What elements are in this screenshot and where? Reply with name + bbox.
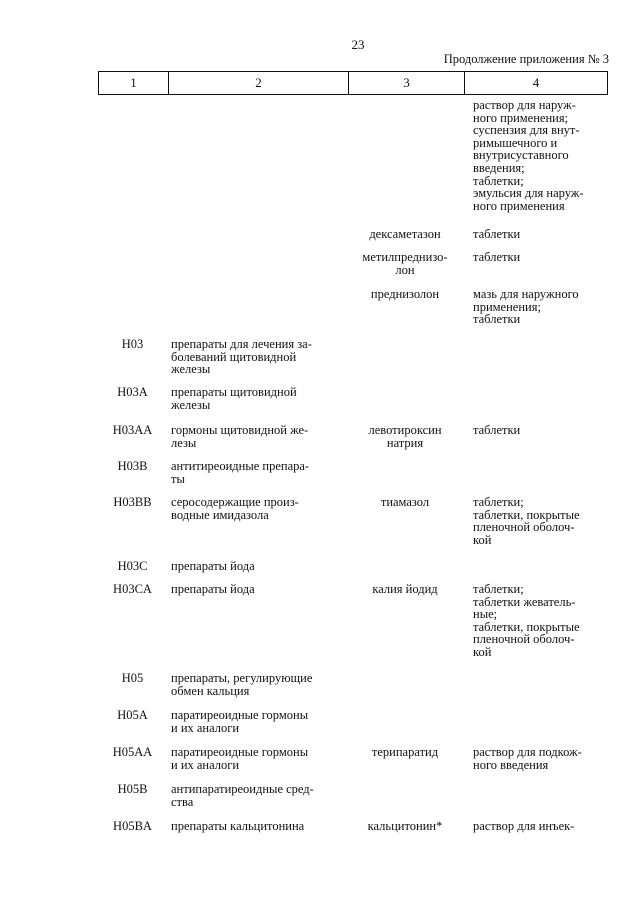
cell-form — [463, 251, 608, 276]
cell-drug — [347, 386, 463, 411]
cell-group-line: гормоны щитовидной же- — [171, 423, 309, 437]
cell-group-line: болеваний щитовидной — [171, 349, 297, 364]
cell-code — [98, 338, 167, 376]
cell-group — [167, 99, 347, 212]
cell-group — [167, 288, 347, 326]
cell-group — [167, 228, 347, 241]
cell-group — [167, 709, 347, 734]
cell-code-line: H03CA — [113, 582, 152, 596]
cell-code-line: H05A — [117, 708, 148, 722]
cell-code-line: H03A — [117, 385, 148, 399]
cell-form — [463, 783, 608, 808]
cell-form-line: раствор для подкож- — [473, 745, 582, 759]
table-row — [98, 424, 608, 449]
cell-code — [98, 783, 167, 808]
cell-group-line: железы — [171, 397, 211, 412]
cell-form — [463, 460, 608, 485]
cell-code-line: H03AA — [112, 423, 153, 437]
cell-drug-line: кальцитонин* — [367, 819, 443, 833]
cell-code — [98, 496, 167, 546]
cell-form-line: таблетки жеватель- — [473, 594, 576, 609]
table-row — [98, 251, 608, 276]
cell-code — [98, 288, 167, 326]
cell-form-line: раствор для инъек- — [473, 819, 575, 833]
cell-code — [98, 460, 167, 485]
page-number: 23 — [351, 37, 365, 52]
cell-code-line: H05 — [121, 671, 144, 685]
table-row — [98, 583, 608, 659]
table-row — [98, 709, 608, 734]
cell-drug-line: лон — [395, 262, 415, 277]
cell-group — [167, 251, 347, 276]
cell-group-line: и их аналоги — [171, 757, 240, 772]
cell-code — [98, 672, 167, 697]
cell-code — [98, 228, 167, 241]
cell-form — [463, 583, 608, 659]
cell-form-line: применения; — [473, 299, 541, 314]
cell-drug — [347, 746, 463, 771]
cell-form-line: таблетки, покрытые — [473, 507, 580, 522]
cell-form-line: таблетки; — [473, 173, 524, 188]
cell-group — [167, 338, 347, 376]
cell-form-line: таблетки — [473, 250, 521, 264]
table-row — [98, 460, 608, 485]
cell-group — [167, 583, 347, 659]
header-col-1: 1 — [130, 75, 137, 90]
cell-group — [167, 424, 347, 449]
cell-form-line: таблетки — [473, 423, 521, 437]
cell-form-line: эмульсия для наруж- — [473, 186, 584, 201]
cell-form-line: внутрисуставного — [473, 148, 569, 163]
cell-code-line: H03BB — [113, 495, 152, 509]
cell-form-line: ного применения; — [473, 110, 569, 125]
cell-code — [98, 424, 167, 449]
cell-drug — [347, 820, 463, 833]
cell-drug — [347, 338, 463, 376]
cell-group-line: ты — [171, 471, 185, 486]
cell-group-line: антипаратиреоидные сред- — [171, 782, 314, 796]
cell-form — [463, 338, 608, 376]
cell-group — [167, 746, 347, 771]
header-col-2: 2 — [168, 72, 348, 94]
cell-group-line: антитиреоидные препара- — [171, 459, 310, 473]
cell-form — [463, 560, 608, 573]
header-col-4: 4 — [464, 72, 607, 94]
cell-group-line: паратиреоидные гормоны — [171, 708, 309, 722]
table-row — [98, 288, 608, 326]
cell-drug — [347, 560, 463, 573]
table-row — [98, 746, 608, 771]
table-row — [98, 228, 608, 241]
cell-code-line: H03C — [117, 559, 148, 573]
cell-form-line: введения; — [473, 160, 525, 175]
cell-form-line: таблетки, покрытые — [473, 619, 580, 634]
cell-group — [167, 560, 347, 573]
cell-code-line: H03B — [117, 459, 148, 473]
cell-drug-line: терипаратид — [371, 745, 439, 759]
cell-group-line: водные имидазола — [171, 507, 269, 522]
cell-group — [167, 672, 347, 697]
cell-code — [98, 560, 167, 573]
cell-form-line: пленочной оболоч- — [473, 520, 575, 535]
cell-drug — [347, 496, 463, 546]
cell-drug — [347, 424, 463, 449]
header-col-3: 3 — [348, 72, 464, 94]
cell-form — [463, 820, 608, 833]
cell-code-line: H03 — [121, 337, 144, 351]
cell-code — [98, 820, 167, 833]
cell-form-line: пленочной оболоч- — [473, 632, 575, 647]
cell-form-line: раствор для наруж- — [473, 98, 576, 112]
cell-group-line: ства — [171, 794, 194, 809]
cell-group — [167, 386, 347, 411]
cell-form — [463, 496, 608, 546]
cell-form — [463, 228, 608, 241]
cell-form-line: таблетки; — [473, 495, 524, 509]
cell-group-line: препараты для лечения за- — [171, 337, 312, 351]
cell-code — [98, 386, 167, 411]
cell-drug-line: натрия — [386, 435, 424, 450]
cell-drug-line: калия йодид — [372, 582, 438, 596]
cell-group — [167, 783, 347, 808]
cell-drug-line: метилпреднизо- — [362, 250, 448, 264]
cell-drug — [347, 460, 463, 485]
cell-drug — [347, 228, 463, 241]
cell-code-line: H05B — [117, 782, 148, 796]
cell-code — [98, 709, 167, 734]
cell-form-line: ные; — [473, 607, 498, 622]
cell-code — [98, 99, 167, 212]
table-row — [98, 99, 608, 212]
cell-form — [463, 99, 608, 212]
cell-form-line: кой — [473, 644, 492, 659]
cell-group-line: препараты йода — [171, 559, 255, 573]
cell-code-line: H05AA — [112, 745, 153, 759]
cell-form-line: кой — [473, 532, 492, 547]
cell-code-line: H05BA — [113, 819, 152, 833]
cell-form-line: таблетки — [473, 227, 521, 241]
table-header-row — [98, 71, 608, 95]
cell-group-line: железы — [171, 362, 211, 377]
cell-form-line: суспензия для внут- — [473, 123, 580, 138]
cell-group-line: обмен кальция — [171, 683, 250, 698]
table-row — [98, 386, 608, 411]
cell-drug — [347, 783, 463, 808]
cell-form — [463, 386, 608, 411]
cell-group-line: препараты, регулирующие — [171, 671, 313, 685]
cell-group-line: препараты йода — [171, 582, 255, 596]
cell-drug — [347, 99, 463, 212]
cell-form — [463, 288, 608, 326]
cell-group-line: препараты кальцитонина — [171, 819, 305, 833]
cell-form — [463, 746, 608, 771]
cell-group-line: препараты щитовидной — [171, 385, 297, 399]
table-row — [98, 560, 608, 573]
cell-drug — [347, 288, 463, 326]
cell-form-line: мазь для наружного — [473, 287, 579, 301]
table-row — [98, 338, 608, 376]
cell-group — [167, 820, 347, 833]
table-row — [98, 820, 608, 833]
appendix-continuation-label: Продолжение приложения № 3 — [443, 52, 609, 66]
cell-form — [463, 424, 608, 449]
cell-form — [463, 709, 608, 734]
table-row — [98, 672, 608, 697]
cell-group-line: и их аналоги — [171, 720, 240, 735]
cell-drug — [347, 251, 463, 276]
cell-form-line: таблетки; — [473, 582, 524, 596]
cell-group-line: паратиреоидные гормоны — [171, 745, 309, 759]
cell-group — [167, 460, 347, 485]
cell-code — [98, 746, 167, 771]
cell-drug-line: тиамазол — [380, 495, 430, 509]
cell-drug — [347, 583, 463, 659]
cell-drug — [347, 709, 463, 734]
cell-drug — [347, 672, 463, 697]
cell-group-line: серосодержащие произ- — [171, 495, 299, 509]
cell-form-line: таблетки — [473, 312, 521, 327]
cell-drug-line: дексаметазон — [369, 227, 441, 241]
cell-group — [167, 496, 347, 546]
cell-code — [98, 583, 167, 659]
cell-group-line: лезы — [171, 435, 197, 450]
cell-drug-line: левотироксин — [368, 423, 442, 437]
cell-drug-line: преднизолон — [370, 287, 440, 301]
cell-form-line: римышечного и — [473, 135, 558, 150]
table-row — [98, 783, 608, 808]
cell-form — [463, 672, 608, 697]
cell-form-line: ного введения — [473, 757, 549, 772]
cell-code — [98, 251, 167, 276]
cell-form-line: ного применения — [473, 198, 565, 213]
table-row — [98, 496, 608, 546]
